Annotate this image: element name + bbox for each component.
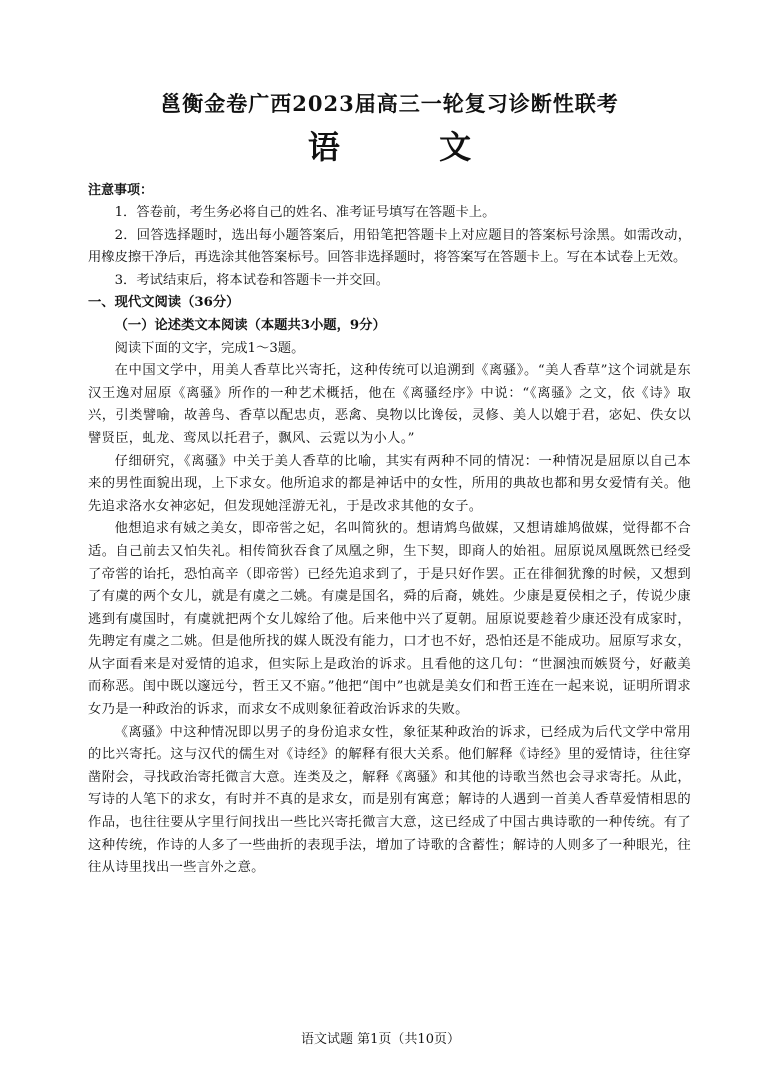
subject-title: 语 文 (307, 128, 516, 166)
passage-paragraph: 仔细研究，《离骚》中关于美人香草的比喻，其实有两种不同的情况：一种情况是屈原以自己本来的男性面貌出现，上下求女。他所追求的都是神话中的女性，所用的典故也都和男女爱情有关。他先追求洛水女神宓妃，但发现她淫游无礼，于是改求其他的女子。 (88, 453, 691, 514)
subsection-heading: （一）论述类文本阅读（本题共3小题，9分） (114, 317, 386, 333)
page-footer: 语文试题 第1页（共10页） (301, 1032, 460, 1047)
passage-paragraph: 在中国文学中，用美人香草比兴寄托，这种传统可以追溯到《离骚》。“美人香草”这个词就是东汉王逸对屈原《离骚》所作的一种艺术概括，他在《离骚经序》中说：“《离骚》之文，依《诗》取兴，引类譬喻，故善鸟、香草以配忠贞，恶禽、臭物以比谗佞，灵修、美人以媲于君，宓妃、佚女以譬贤臣，虬龙、鸾凤以托君子，飘风、云霓以为小人。” (88, 363, 691, 446)
note-item-1: 1．答卷前，考生务必将自己的姓名、准考证号填写在答题卡上。 (114, 205, 496, 220)
passage (88, 360, 691, 880)
exam-title: 邕衡金卷广西2023届高三一轮复习诊断性联考 (160, 91, 619, 116)
notes-heading: 注意事项： (88, 183, 154, 198)
reading-instruction: 阅读下面的文字，完成1～3题。 (114, 340, 305, 356)
note-item-2: 2．回答选择题时，选出每小题答案后，用铅笔把答题卡上对应题目的答案标号涂黑。如需改动，用橡皮擦干净后，再选涂其他答案标号。回答非选择题时，将答案写在答题卡上。写在本试卷上无效。 (88, 227, 691, 266)
passage-paragraph: 《离骚》中这种情况即以男子的身份追求女性，象征某种政治的诉求，已经成为后代文学中常用的比兴寄托。这与汉代的儒生对《诗经》的解释有很大关系。他们解释《诗经》里的爱情诗，往往穿凿附会，寻找政治寄托微言大意。连类及之，解释《离骚》和其他的诗歌当然也会寻求寄托。从此，写诗的人笔下的求女，有时并不真的是求女，而是别有寓意；解诗的人遇到一首美人香草爱情相思的作品，也往往要从字里行间找出一些比兴寄托微言大意，这已经成了中国古典诗歌的一种传统。有了这种传统，作诗的人多了一些曲折的表现手法，增加了诗歌的含蓄性；解诗的人则多了一种眼光，往往从诗里找出一些言外之意。 (88, 724, 691, 876)
note-item-3: 3．考试结束后，将本试卷和答题卡一并交回。 (114, 272, 389, 288)
passage-paragraph: 他想追求有娀之美女，即帝喾之妃，名叫简狄的。想请鸩鸟做媒，又想请雄鸠做媒，觉得都不合适。自己前去又怕失礼。相传简狄吞食了凤凰之卵，生下契，即商人的始祖。屈原说凤凰既然已经受了帝喾的诒托，恐怕高辛（即帝喾）已经先追求到了，于是只好作罢。正在徘徊犹豫的时候，又想到了有虞的两个女儿，就是有虞之二姚。有虞是国名，舜的后裔，姚姓。少康是夏侯相之子，传说少康逃到有虞国时，有虞就把两个女儿嫁给了他。后来他中兴了夏朝。屈原说要趁着少康还没有成家时，先聘定有虞之二姚。但是他所找的媒人既没有能力，口才也不好，恐怕还是不能成功。屈原写求女，从字面看来是对爱情的追求，但实际上是政治的诉求。且看他的这几句：“世溷浊而嫉贤兮，好蔽美而称恶。闺中既以邃远兮，哲王又不寤。”他把“闺中”也就是美女们和哲王连在一起来说，证明所谓求女乃是一种政治的诉求，而求女不成则象征着政治诉求的失败。 (88, 521, 691, 718)
section-heading: 一、现代文阅读（36分） (88, 295, 240, 311)
